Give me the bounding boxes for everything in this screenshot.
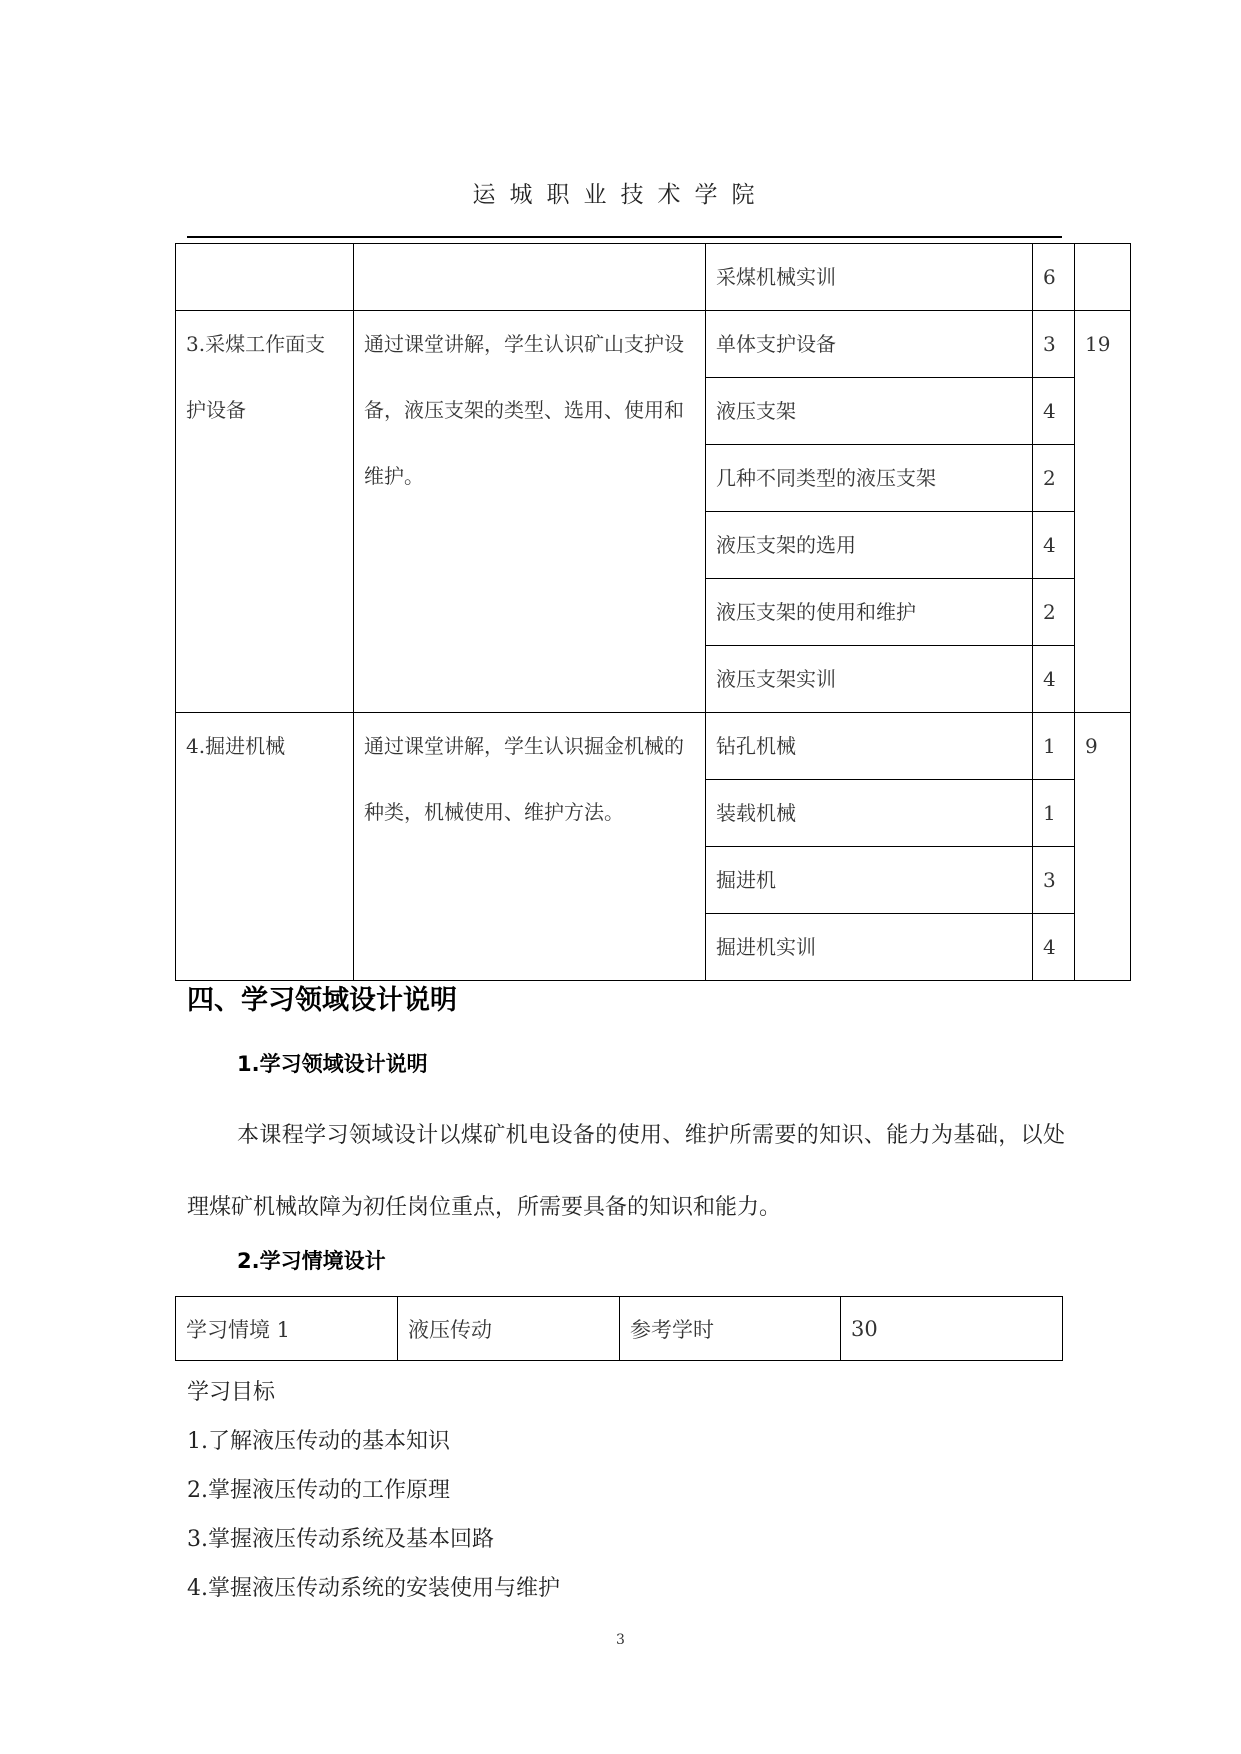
goal-item: 2.掌握液压传动的工作原理 <box>187 1478 450 1503</box>
topic-hours-cell <box>1033 713 1075 780</box>
topic-hours: 2 <box>1043 600 1056 624</box>
total-hours-cell <box>1075 244 1131 311</box>
topic-hours: 4 <box>1043 399 1056 423</box>
topic-hours-cell <box>1033 579 1075 646</box>
module-cell <box>176 713 354 981</box>
topic-name: 掘进机实训 <box>716 935 816 959</box>
topic-hours: 4 <box>1043 533 1056 557</box>
topic-hours: 6 <box>1043 265 1056 289</box>
topic-hours: 2 <box>1043 466 1056 490</box>
topic-name: 液压支架的使用和维护 <box>716 600 916 624</box>
topic-name: 采煤机械实训 <box>716 265 836 289</box>
goal-item: 1.了解液压传动的基本知识 <box>187 1429 450 1454</box>
topic-hours: 4 <box>1043 667 1056 691</box>
course-table-row <box>176 713 1131 780</box>
topic-name: 掘进机 <box>716 868 776 892</box>
topic-hours: 3 <box>1043 332 1056 356</box>
topic-hours-cell <box>1033 244 1075 311</box>
course-table-row <box>176 311 1131 378</box>
topic-name: 液压支架 <box>716 399 796 423</box>
topic-name: 液压支架实训 <box>716 667 836 691</box>
subsection-heading-design: 1.学习领域设计说明 <box>237 1052 428 1076</box>
topic-cell <box>706 445 1033 512</box>
topic-name: 钻孔机械 <box>716 734 796 758</box>
topic-hours-cell <box>1033 847 1075 914</box>
topic-cell <box>706 914 1033 981</box>
topic-cell <box>706 311 1033 378</box>
course-table <box>175 243 1131 981</box>
module-cell <box>176 311 354 713</box>
topic-hours-cell <box>1033 914 1075 981</box>
topic-hours-cell <box>1033 646 1075 713</box>
subsection-heading-situation: 2.学习情境设计 <box>237 1249 386 1273</box>
module-description: 通过课堂讲解，学生认识掘金机械的种类，机械使用、维护方法。 <box>364 734 684 824</box>
situation-table <box>175 1296 1063 1361</box>
description-cell <box>354 713 706 981</box>
description-cell <box>354 311 706 713</box>
module-description: 通过课堂讲解，学生认识矿山支护设备，液压支架的类型、选用、使用和维护。 <box>364 332 684 488</box>
topic-hours: 4 <box>1043 935 1056 959</box>
total-hours: 19 <box>1085 332 1111 356</box>
topic-cell <box>706 847 1033 914</box>
topic-cell <box>706 713 1033 780</box>
goal-item: 4.掌握液压传动系统的安装使用与维护 <box>187 1576 560 1601</box>
learning-goals <box>187 1368 560 1613</box>
goal-item: 3.掌握液压传动系统及基本回路 <box>187 1527 494 1552</box>
course-table-row <box>176 244 1131 311</box>
module-cell <box>176 244 354 311</box>
total-hours-cell <box>1075 311 1131 713</box>
topic-hours-cell <box>1033 378 1075 445</box>
hours-label: 参考学时 <box>620 1297 841 1361</box>
topic-cell <box>706 646 1033 713</box>
topic-hours-cell <box>1033 445 1075 512</box>
topic-hours: 1 <box>1043 801 1056 825</box>
topic-cell <box>706 512 1033 579</box>
page-number: 3 <box>616 1632 625 1648</box>
header-divider <box>187 236 1062 238</box>
situation-name: 液压传动 <box>398 1297 620 1361</box>
topic-hours: 1 <box>1043 734 1056 758</box>
design-paragraph: 本课程学习领域设计以煤矿机电设备的使用、维护所需要的知识、能力为基础，以处理煤矿机械故障为初任岗位重点，所需要具备的知识和能力。 <box>187 1123 1065 1220</box>
situation-row <box>176 1297 1063 1361</box>
topic-hours-cell <box>1033 512 1075 579</box>
topic-cell <box>706 378 1033 445</box>
description-cell <box>354 244 706 311</box>
total-hours <box>1075 244 1130 310</box>
section-heading: 四、学习领域设计说明 <box>187 985 457 1016</box>
total-hours-cell <box>1075 713 1131 981</box>
topic-hours-cell <box>1033 311 1075 378</box>
topic-hours: 3 <box>1043 868 1056 892</box>
topic-cell <box>706 579 1033 646</box>
total-hours: 9 <box>1085 734 1098 758</box>
topic-hours-cell <box>1033 780 1075 847</box>
module-name: 4.掘进机械 <box>186 734 286 758</box>
module-name: 3.采煤工作面支护设备 <box>186 332 326 422</box>
topic-cell <box>706 244 1033 311</box>
goals-title: 学习目标 <box>187 1380 276 1405</box>
hours-value: 30 <box>841 1297 1063 1361</box>
topic-name: 装载机械 <box>716 801 796 825</box>
topic-name: 几种不同类型的液压支架 <box>716 466 936 490</box>
situation-label: 学习情境 1 <box>176 1297 398 1361</box>
topic-cell <box>706 780 1033 847</box>
topic-name: 单体支护设备 <box>716 332 836 356</box>
institution-header: 运城职业技术学院 <box>472 182 769 208</box>
topic-name: 液压支架的选用 <box>716 533 856 557</box>
